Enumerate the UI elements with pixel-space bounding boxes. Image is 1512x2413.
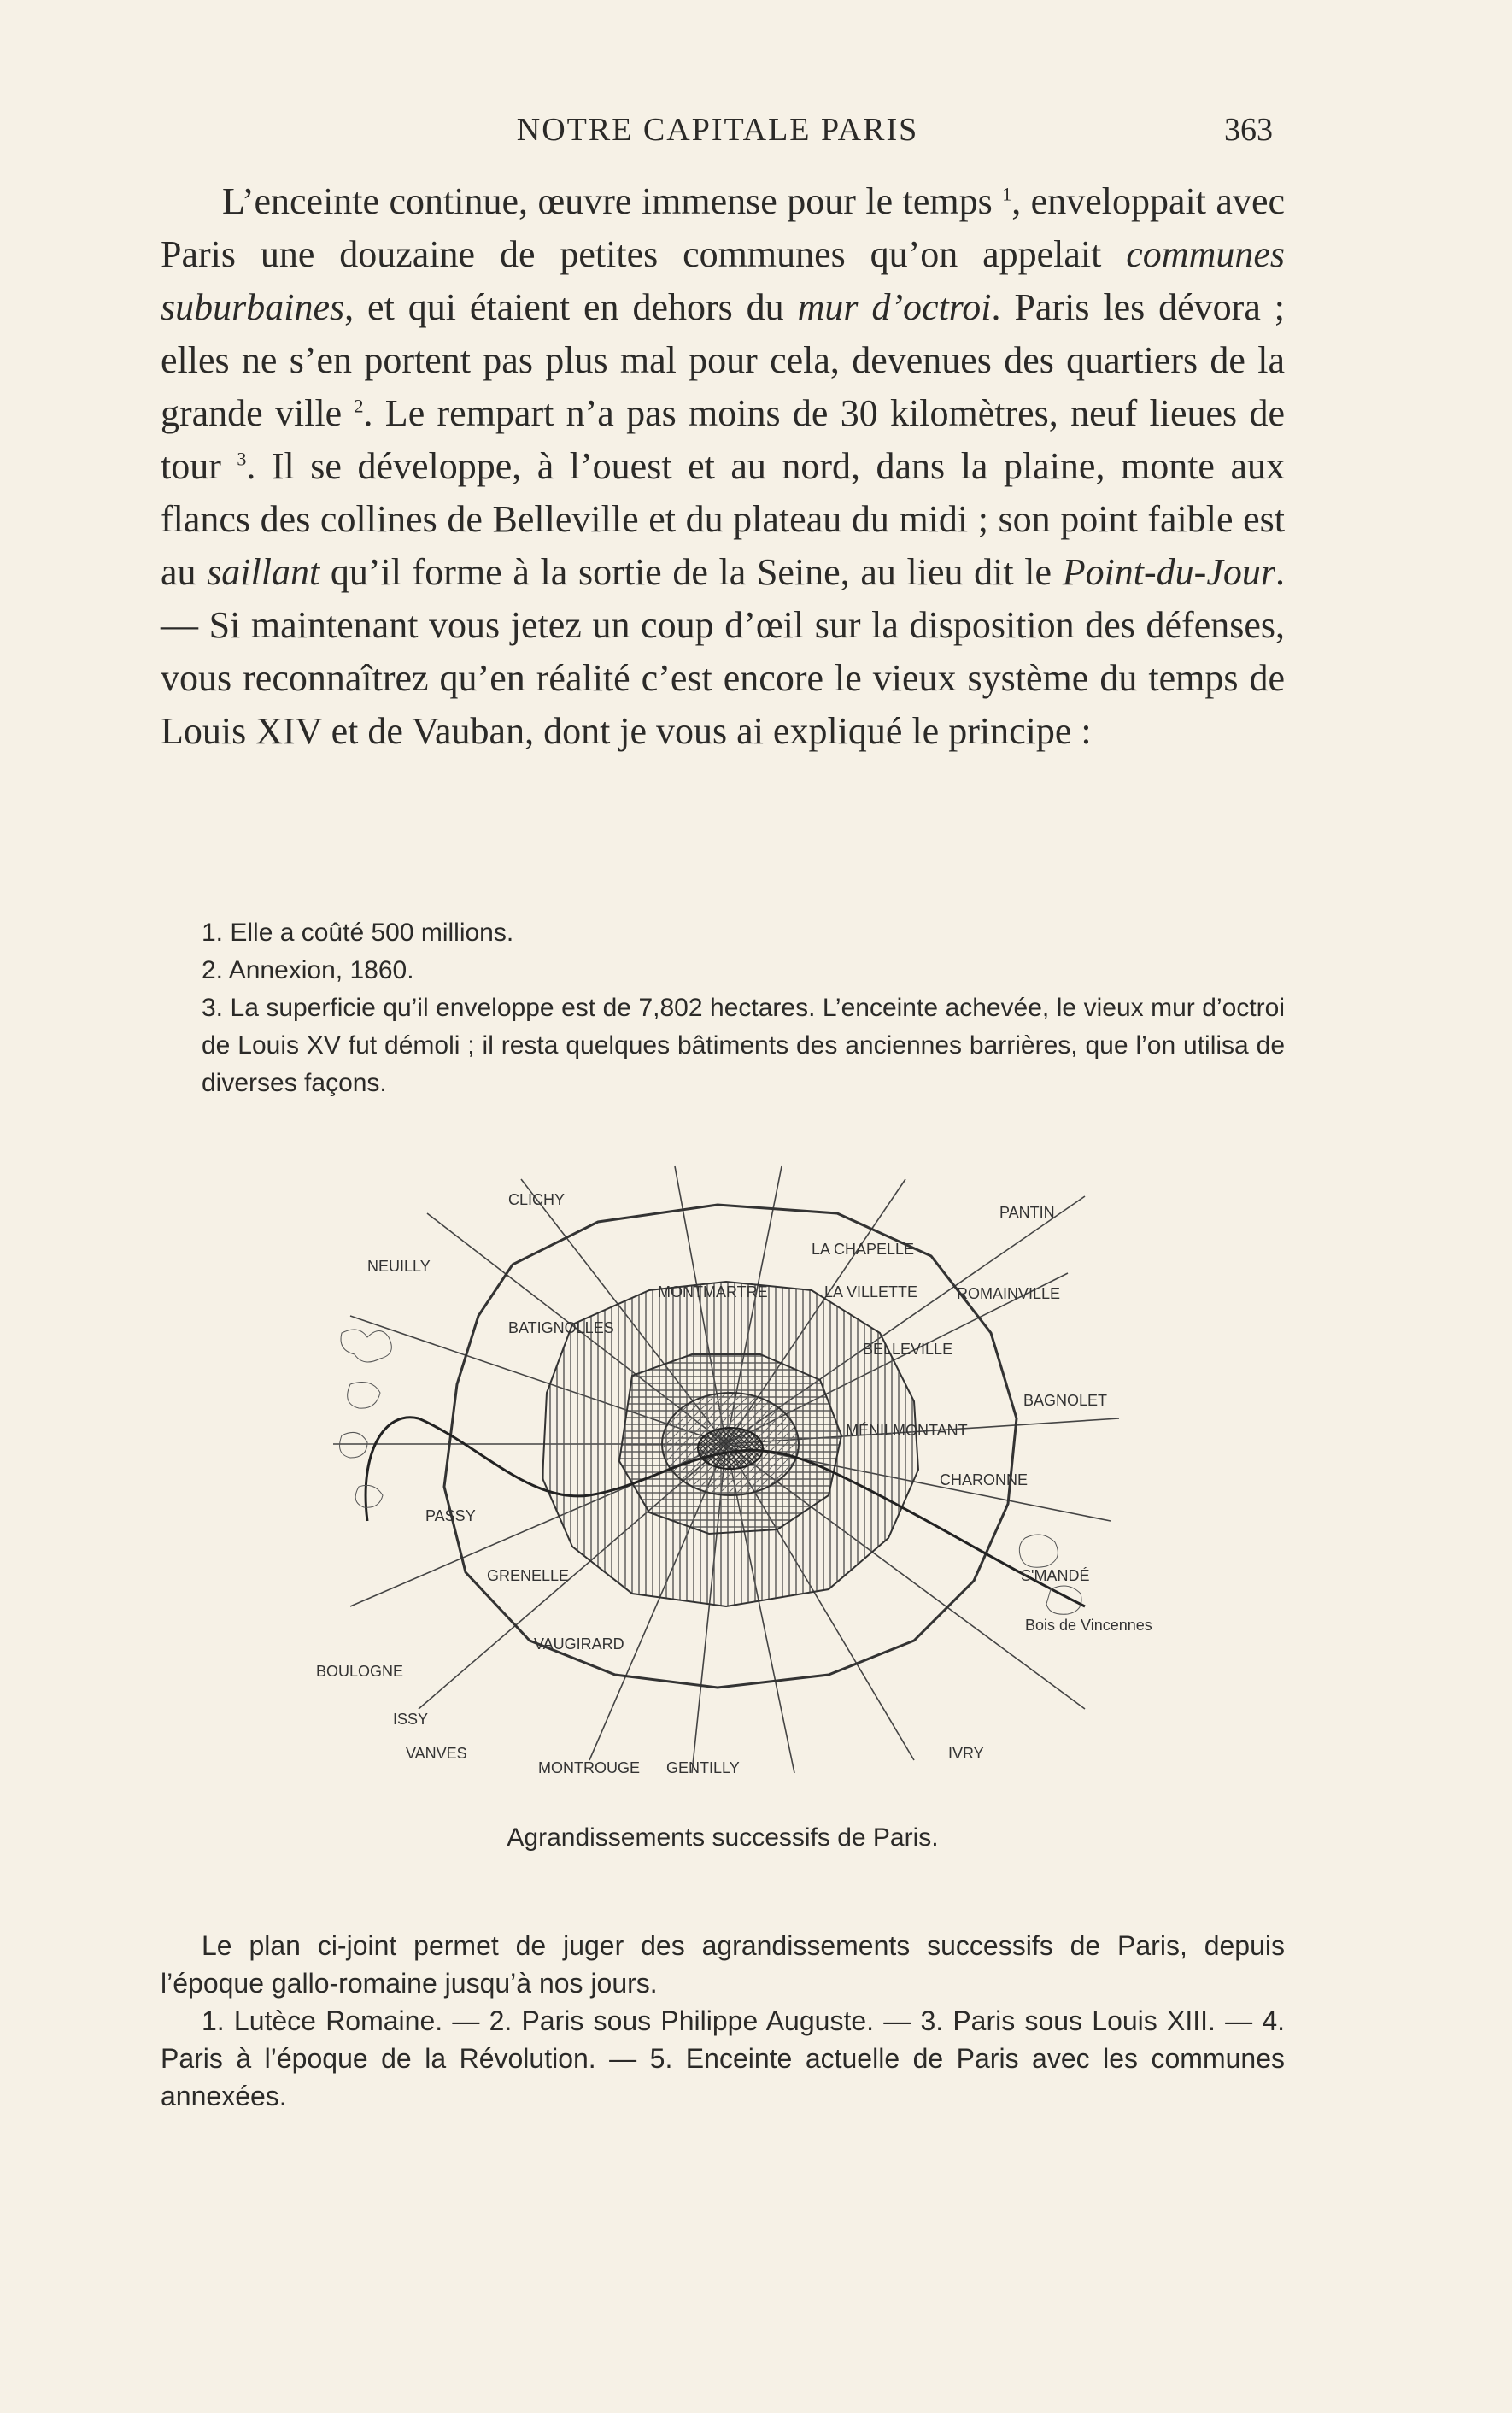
label-neuilly: NEUILLY bbox=[367, 1258, 431, 1275]
text-run: , et qui étaient en dehors du bbox=[344, 286, 798, 328]
map-legend bbox=[161, 1927, 1285, 2115]
main-paragraph bbox=[161, 175, 1285, 758]
label-passy: PASSY bbox=[425, 1507, 476, 1524]
text-run: . Paris les dévora ; elles ne s’en portent pas plus mal pour cela, devenues des quartiers de la grande ville bbox=[161, 286, 1285, 434]
label-clichy: CLICHY bbox=[508, 1191, 566, 1208]
running-header bbox=[162, 111, 1273, 154]
running-title: NOTRE CAPITALE PARIS bbox=[516, 112, 919, 148]
label-bagnolet: BAGNOLET bbox=[1023, 1392, 1108, 1409]
text-run: . Il se développe, à l’ouest et au nord, dans la plaine, monte aux flancs des collines de Belleville et du plateau du midi ; son point faible est au bbox=[161, 445, 1285, 593]
label-boulogne: BOULOGNE bbox=[316, 1663, 404, 1680]
label-la-chapelle: LA CHAPELLE bbox=[812, 1241, 915, 1258]
text-run: L’enceinte continue, œuvre immense pour le temps bbox=[222, 180, 1003, 222]
paris-enlargements-map bbox=[316, 1162, 1152, 1777]
label-batignolles: BATIGNOLLES bbox=[508, 1319, 614, 1336]
footnotes bbox=[161, 914, 1285, 1102]
legend-intro: Le plan ci-joint permet de juger des agrandissements successifs de Paris, depuis l’époque gallo-romaine jusqu’à nos jours. bbox=[161, 1930, 1285, 1999]
label-menilmontant: MÉNILMONTANT bbox=[846, 1422, 968, 1439]
text-run: . — Si maintenant vous jetez un coup d’œil sur la disposition des défenses, vous reconnaîtrez qu’en réalité c’est encore le vieux système du temps de Louis XIV et de Vauban, dont je vous ai expliqué le principe : bbox=[161, 551, 1285, 752]
footnote-1: 1. Elle a coûté 500 millions. bbox=[202, 919, 514, 947]
label-issy: ISSY bbox=[393, 1711, 429, 1728]
label-romainville: ROMAINVILLE bbox=[957, 1285, 1061, 1302]
legend-items: 1. Lutèce Romaine. — 2. Paris sous Philippe Auguste. — 3. Paris sous Louis XIII. — 4. Paris à l’époque de la Révolution. — 5. Enceinte actuelle de Paris avec les communes annexées. bbox=[161, 2005, 1285, 2111]
label-gentilly: GENTILLY bbox=[666, 1759, 740, 1776]
label-la-villette: LA VILLETTE bbox=[824, 1283, 918, 1300]
paragraph-text bbox=[161, 175, 1285, 758]
label-montmartre: MONTMARTRE bbox=[658, 1283, 768, 1300]
label-vanves: VANVES bbox=[406, 1745, 467, 1762]
footnote-3: 3. La superficie qu’il enveloppe est de 7,802 hectares. L’enceinte achevée, le vieux mur d’octroi de Louis XV fut démoli ; il resta quelques bâtiments des anciennes barrières, que l’on utilisa de diverses façons. bbox=[202, 994, 1285, 1097]
label-belleville: BELLEVILLE bbox=[863, 1341, 953, 1358]
label-st-mande: S'MANDÉ bbox=[1021, 1567, 1090, 1584]
italic-term: Point-du-Jour bbox=[1062, 551, 1275, 593]
map-figure bbox=[316, 1162, 1152, 1777]
italic-term: communes suburbaines bbox=[161, 233, 1285, 328]
footnote-2: 2. Annexion, 1860. bbox=[202, 956, 414, 984]
text-run: qu’il forme à la sortie de la Seine, au lieu dit le bbox=[319, 551, 1063, 593]
label-pantin: PANTIN bbox=[999, 1204, 1055, 1221]
page-number: 363 bbox=[1224, 112, 1273, 148]
label-ivry: IVRY bbox=[948, 1745, 984, 1762]
label-vaugirard: VAUGIRARD bbox=[534, 1635, 624, 1653]
label-montrouge: MONTROUGE bbox=[538, 1759, 640, 1776]
text-run: . Le rempart n’a pas moins de 30 kilomètres, neuf lieues de tour bbox=[161, 392, 1285, 487]
italic-term: saillant bbox=[207, 551, 320, 593]
footnote-ref-3: 3 bbox=[237, 448, 247, 470]
footnote-ref-1: 1 bbox=[1002, 183, 1012, 205]
text-run: , enveloppait avec Paris une douzaine de petites communes qu’on appelait bbox=[161, 180, 1285, 275]
label-grenelle: GRENELLE bbox=[487, 1567, 570, 1584]
label-charonne: CHARONNE bbox=[940, 1471, 1029, 1488]
label-bois-de-vincennes: Bois de Vincennes bbox=[1025, 1617, 1152, 1634]
lutece-romaine bbox=[698, 1428, 763, 1469]
figure-caption: Agrandissements successifs de Paris. bbox=[507, 1823, 939, 1852]
footnote-ref-2: 2 bbox=[354, 395, 364, 417]
italic-term: mur d’octroi bbox=[797, 286, 992, 328]
